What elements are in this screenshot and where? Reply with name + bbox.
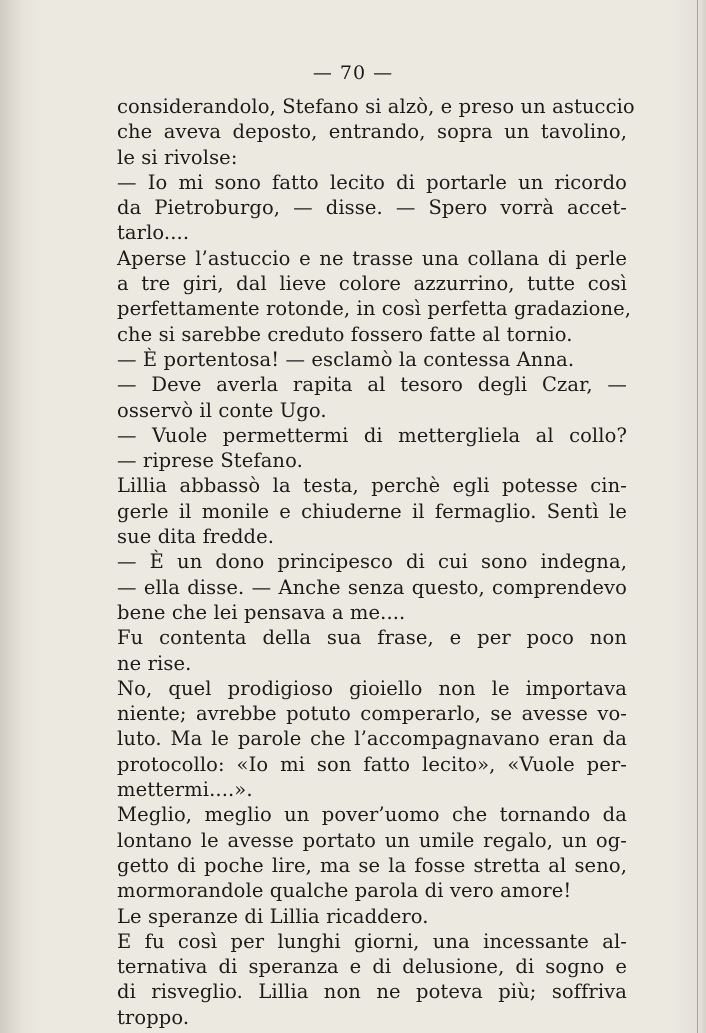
text-line: a tre giri, dal lieve colore azzurrino, tutte così bbox=[117, 272, 627, 296]
page-number: — 70 — bbox=[312, 62, 394, 84]
text-line: da Pietroburgo, — disse. — Spero vorrà accet- bbox=[117, 196, 627, 220]
text-line: niente; avrebbe potuto comperarlo, se avesse vo- bbox=[117, 702, 627, 726]
text-line: Fu contenta della sua frase, e per poco non bbox=[117, 626, 627, 650]
text-line: che si sarebbe creduto fossero fatte al tornio. bbox=[117, 322, 573, 346]
text-line: — Io mi sono fatto lecito di portarle un ricordo bbox=[117, 170, 627, 194]
text-line: — ella disse. — Anche senza questo, comprendevo bbox=[117, 575, 627, 599]
text-line: E fu così per lunghi giorni, una incessante al- bbox=[117, 929, 627, 953]
text-line: perfettamente rotonde, in così perfetta gradazione, bbox=[117, 297, 632, 321]
text-line: protocollo: «Io mi son fatto lecito», «Vuole per- bbox=[117, 752, 627, 776]
text-line: sue dita fredde. bbox=[117, 525, 275, 549]
page-edge-line bbox=[697, 0, 698, 1033]
text-line: di risveglio. Lillia non ne poteva più; soffriva bbox=[117, 980, 627, 1004]
text-line: lontano le avesse portato un umile regalo, un og- bbox=[117, 828, 627, 852]
text-line: mormorandole qualche parola di vero amore! bbox=[117, 879, 572, 903]
text-line: le si rivolse: bbox=[117, 145, 238, 169]
text-line: ternativa di speranza e di delusione, di sogno e bbox=[117, 955, 627, 979]
text-line: mettermi....». bbox=[117, 778, 253, 802]
text-line: luto. Ma le parole che l’accompagnavano eran da bbox=[117, 727, 627, 751]
text-line: — Deve averla rapita al tesoro degli Czar, — bbox=[117, 373, 627, 397]
text-line: ne rise. bbox=[117, 651, 192, 675]
text-line: Meglio, meglio un pover’uomo che tornando da bbox=[117, 803, 627, 827]
text-line: bene che lei pensava a me.... bbox=[117, 600, 406, 624]
text-line: Lillia abbassò la testa, perchè egli potesse cin- bbox=[117, 474, 627, 498]
text-line: tarlo.... bbox=[117, 221, 190, 245]
text-line: troppo. bbox=[117, 1005, 190, 1029]
text-line: gerle il monile e chiuderne il fermaglio. Sentì le bbox=[117, 499, 627, 523]
text-line: che aveva deposto, entrando, sopra un tavolino, bbox=[117, 120, 627, 144]
text-line: Aperse l’astuccio e ne trasse una collana di perle bbox=[117, 246, 627, 270]
body-text bbox=[117, 94, 635, 1030]
text-line: No, quel prodigioso gioiello non le importava bbox=[117, 676, 627, 700]
text-line: — È portentosa! — esclamò la contessa Anna. bbox=[117, 347, 575, 371]
text-line: — riprese Stefano. bbox=[117, 449, 303, 473]
text-line: considerandolo, Stefano si alzò, e preso un astuccio bbox=[117, 95, 635, 118]
text-line: — È un dono principesco di cui sono indegna, bbox=[117, 550, 627, 574]
text-line: osservò il conte Ugo. bbox=[117, 398, 327, 422]
text-line: — Vuole permettermi di mettergliela al collo? bbox=[117, 423, 627, 447]
text-line: getto di poche lire, ma se la fosse stretta al seno, bbox=[117, 853, 627, 877]
text-line: Le speranze di Lillia ricaddero. bbox=[117, 904, 429, 928]
